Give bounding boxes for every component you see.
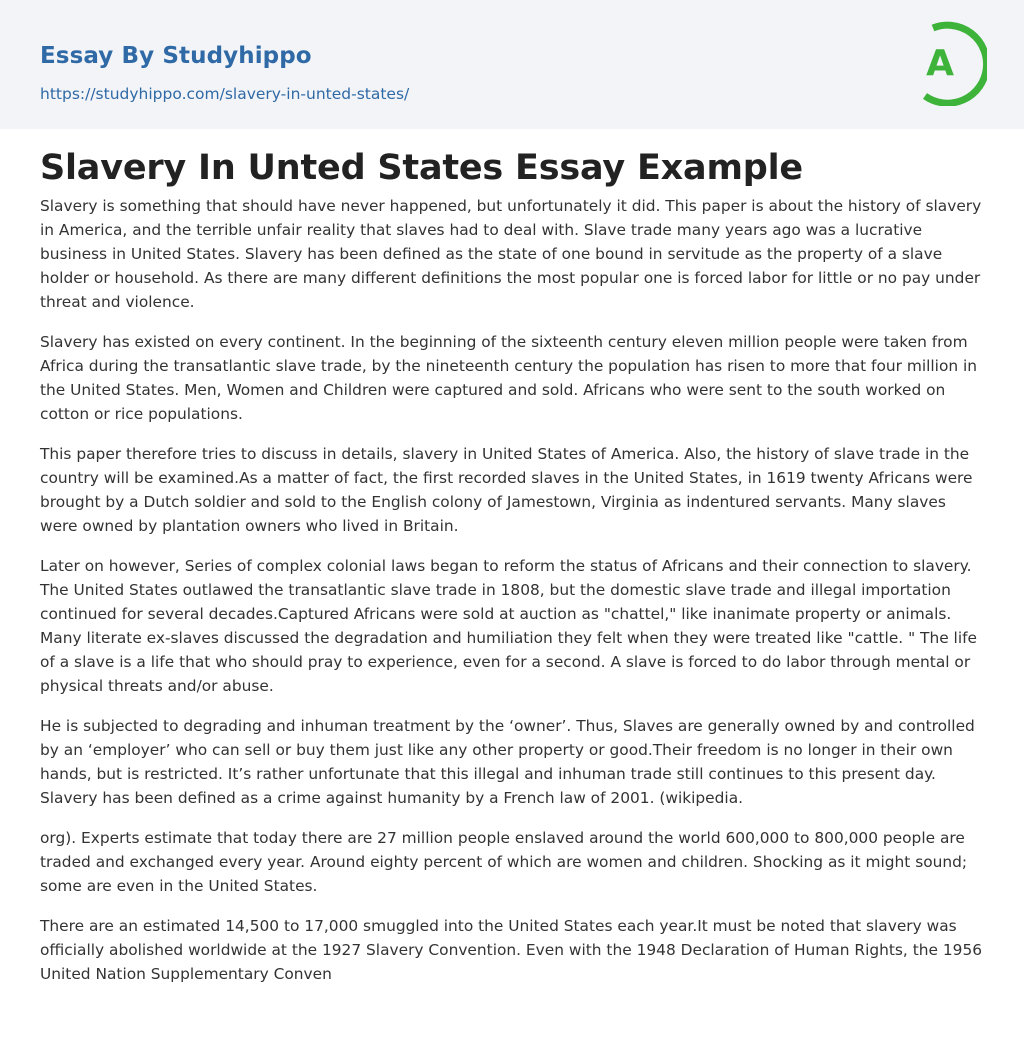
site-brand[interactable]: Essay By Studyhippo <box>40 43 312 69</box>
essay-paragraph: This paper therefore tries to discuss in details, slavery in United States of America. Also, the history of slave trade in the country will be examined.As a matter of fact, the first recorded slaves in the United States, in 1619 twenty Africans were brought by a Dutch soldier and sold to the English colony of Jamestown, Virginia as indentured servants. Many slaves were owned by plantation owners who lived in Britain. <box>40 445 973 535</box>
logo-letter: A <box>926 43 954 84</box>
essay-body <box>40 194 984 1002</box>
essay-paragraph: There are an estimated 14,500 to 17,000 smuggled into the United States each year.It must be noted that slavery was officially abolished worldwide at the 1927 Slavery Convention. Even with the 1948 Declaration of Human Rights, the 1956 United Nation Supplementary Conven <box>40 917 983 983</box>
essay-paragraph: He is subjected to degrading and inhuman treatment by the ‘owner’. Thus, Slaves are generally owned by and controlled by an ‘employer’ who can sell or buy them just like any other property or good.Their freedom is no longer in their own hands, but is restricted. It’s rather unfortunate that this illegal and inhuman trade still continues to this present day. Slavery has been defined as a crime against humanity by a French law of 2001. (wikipedia. <box>40 717 975 807</box>
essay-paragraph: Later on however, Series of complex colonial laws began to reform the status of Africans and their connection to slavery. The United States outlawed the transatlantic slave trade in 1808, but the domestic slave trade and illegal importation continued for several decades.Captured Africans were sold at auction as "chattel," like inanimate property or animals. Many literate ex-slaves discussed the degradation and humiliation they felt when they were treated like "cattle. " The life of a slave is a life that who should pray to experience, even for a second. A slave is forced to do labor through mental or physical threats and/or abuse. <box>40 557 978 695</box>
essay-paragraph: org). Experts estimate that today there are 27 million people enslaved around the world 600,000 to 800,000 people are traded and exchanged every year. Around eighty percent of which are women and children. Shocking as it might sound; some are even in the United States. <box>40 829 968 895</box>
essay-paragraph: Slavery is something that should have never happened, but unfortunately it did. This paper is about the history of slavery in America, and the terrible unfair reality that slaves had to deal with. Slave trade many years ago was a lucrative business in United States. Slavery has been defined as the state of one bound in servitude as the property of a slave holder or household. As there are many different definitions the most popular one is forced labor for little or no pay under threat and violence. <box>40 197 982 311</box>
source-url-link[interactable]: https://studyhippo.com/slavery-in-unted-states/ <box>40 85 410 103</box>
essay-title: Slavery In Unted States Essay Example <box>40 148 803 188</box>
studyhippo-logo-icon[interactable] <box>911 18 987 106</box>
essay-paragraph: Slavery has existed on every continent. In the beginning of the sixteenth century eleven million people were taken from Africa during the transatlantic slave trade, by the nineteenth century the population has risen to more that four million in the United States. Men, Women and Children were captured and sold. Africans who were sent to the south worked on cotton or rice populations. <box>40 333 978 423</box>
